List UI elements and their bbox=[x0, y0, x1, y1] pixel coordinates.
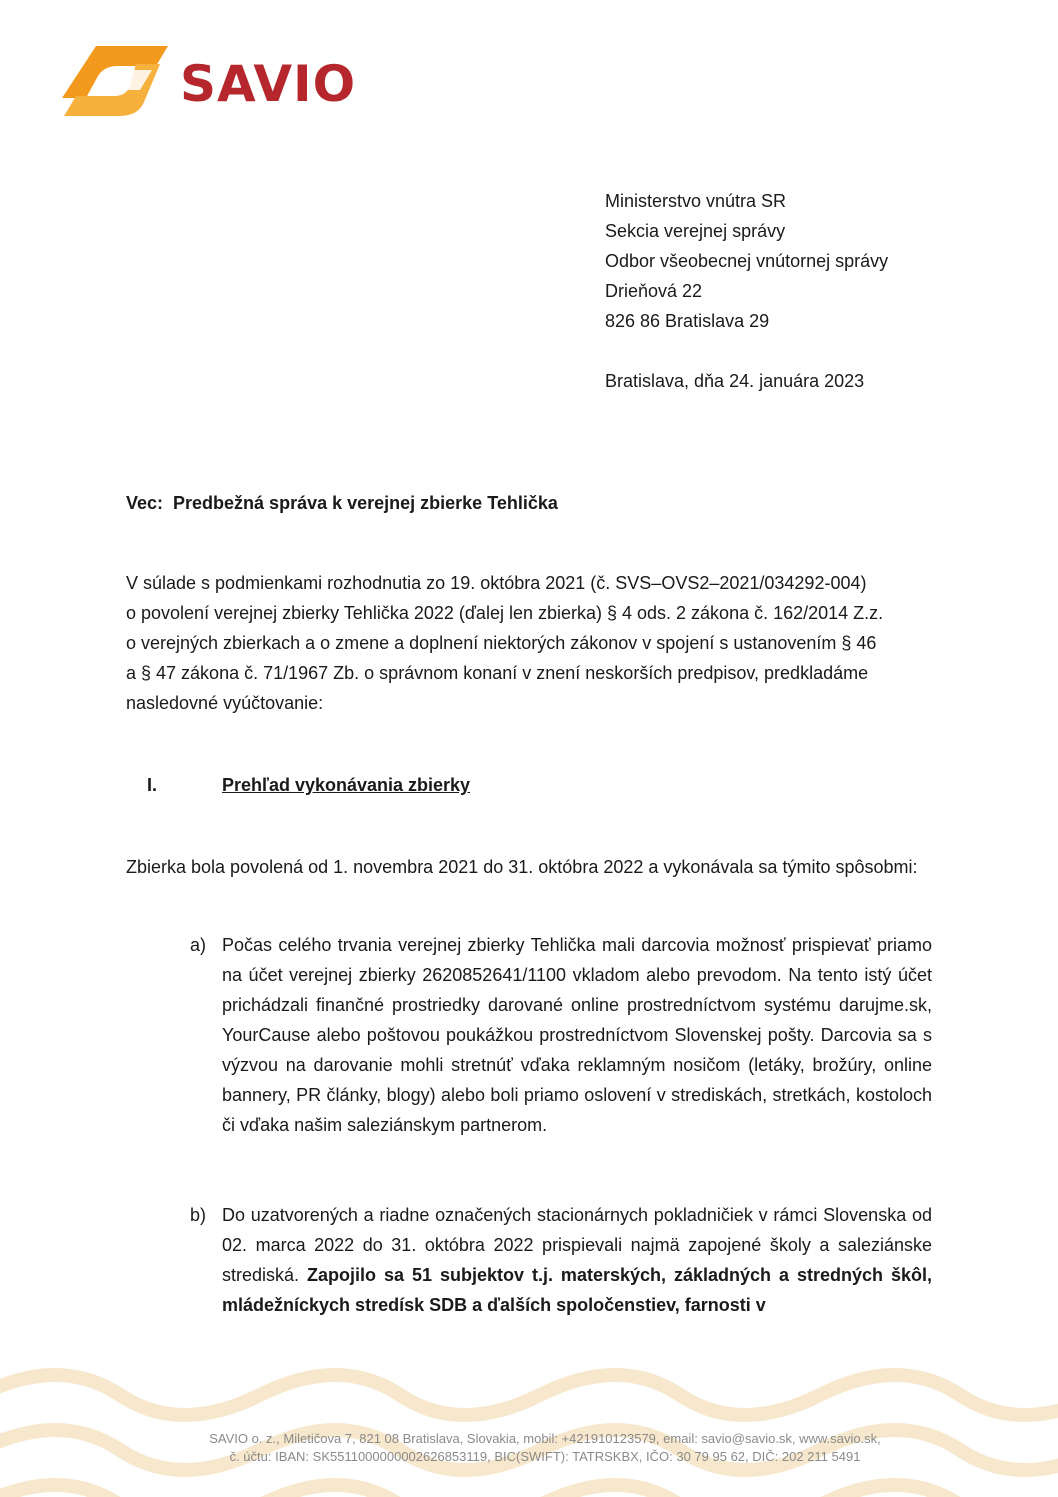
letter-date: Bratislava, dňa 24. januára 2023 bbox=[605, 371, 865, 391]
intro-line: o verejných zbierkach a o zmene a doplnení niektorých zákonov v spojení s ustanovením § 46 bbox=[126, 633, 877, 653]
savio-logo-wordmark: SAVIO bbox=[180, 55, 357, 113]
address-line: 826 86 Bratislava 29 bbox=[605, 311, 770, 331]
intro-paragraph bbox=[126, 568, 932, 718]
intro-line: V súlade s podmienkami rozhodnutia zo 19. októbra 2021 (č. SVS–OVS2–2021/034292-004) bbox=[126, 573, 867, 593]
address-line: Drieňová 22 bbox=[605, 281, 703, 301]
address-line: Sekcia verejnej správy bbox=[605, 221, 786, 241]
list-item-label: a) bbox=[190, 935, 207, 955]
list-item-label: b) bbox=[190, 1205, 207, 1225]
footer-line: č. účtu: IBAN: SK5511000000002626853119, BIC(SWIFT): TATRSKBX, IČO: 30 79 95 62, DIČ: 202 211 5491 bbox=[229, 1449, 861, 1464]
recipient-address bbox=[605, 186, 888, 336]
footer-pattern bbox=[0, 1355, 1058, 1497]
subject-line bbox=[126, 488, 558, 518]
savio-logo-mark bbox=[56, 40, 176, 122]
list-item-text: Počas celého trvania verejnej zbierky Tehlička mali darcovia možnosť prispievať priamo na účet verejnej zbierky 2620852641/1100 vkladom alebo prevodom. Na tento istý účet prichádzali finančné prostriedky darované online prostredníctvom systému darujme.sk, YourCause alebo poštovou poukážkou prostredníctvom Slovenskej pošty. Darcovia sa s výzvou na darovanie mohli stretnúť vďaka reklamným nosičom (letáky, brožúry, online bannery, PR články, blogy) alebo boli priamo oslovení v strediskách, stretkách, kostoloch či vďaka našim saleziánskym partnerom. bbox=[222, 935, 932, 1135]
intro-line: a § 47 zákona č. 71/1967 Zb. o správnom konaní v znení neskorších predpisov, predkladáme bbox=[126, 663, 869, 683]
savio-logo bbox=[56, 40, 356, 130]
footer-line: SAVIO o. z., Miletičova 7, 821 08 Bratislava, Slovakia, mobil: +421910123579, email: savio@savio.sk, www.savio.sk, bbox=[209, 1431, 881, 1446]
list-item-text bbox=[222, 1200, 932, 1320]
address-line: Ministerstvo vnútra SR bbox=[605, 191, 787, 211]
intro-line: nasledovné vyúčtovanie: bbox=[126, 693, 324, 713]
list-item-text-bold: Zapojilo sa 51 subjektov t.j. materských, základných a stredných škôl, mládežníckych stredísk SDB a ďalších spoločenstiev, farnosti v bbox=[222, 1265, 932, 1315]
address-line: Odbor všeobecnej vnútornej správy bbox=[605, 251, 889, 271]
list-item-text-regular: Do uzatvorených a riadne označených stacionárnych pokladničiek v rámci Slovenska od 02. marca 2022 do 31. októbra 2022 prispievali najmä zapojené školy a saleziánske strediská. bbox=[222, 1205, 932, 1285]
scope-paragraph: Zbierka bola povolená od 1. novembra 2021 do 31. októbra 2022 a vykonávala sa týmito spôsobmi: bbox=[126, 857, 918, 877]
footer-contact bbox=[140, 1430, 950, 1466]
section-number: I. bbox=[147, 775, 158, 795]
subject-text: Predbežná správa k verejnej zbierke Tehlička bbox=[173, 493, 558, 513]
intro-line: o povolení verejnej zbierky Tehlička 2022 (ďalej len zbierka) § 4 ods. 2 zákona č. 162/2014 Z.z. bbox=[126, 603, 884, 623]
subject-label: Vec: bbox=[126, 493, 164, 513]
section-title: Prehľad vykonávania zbierky bbox=[222, 775, 471, 795]
